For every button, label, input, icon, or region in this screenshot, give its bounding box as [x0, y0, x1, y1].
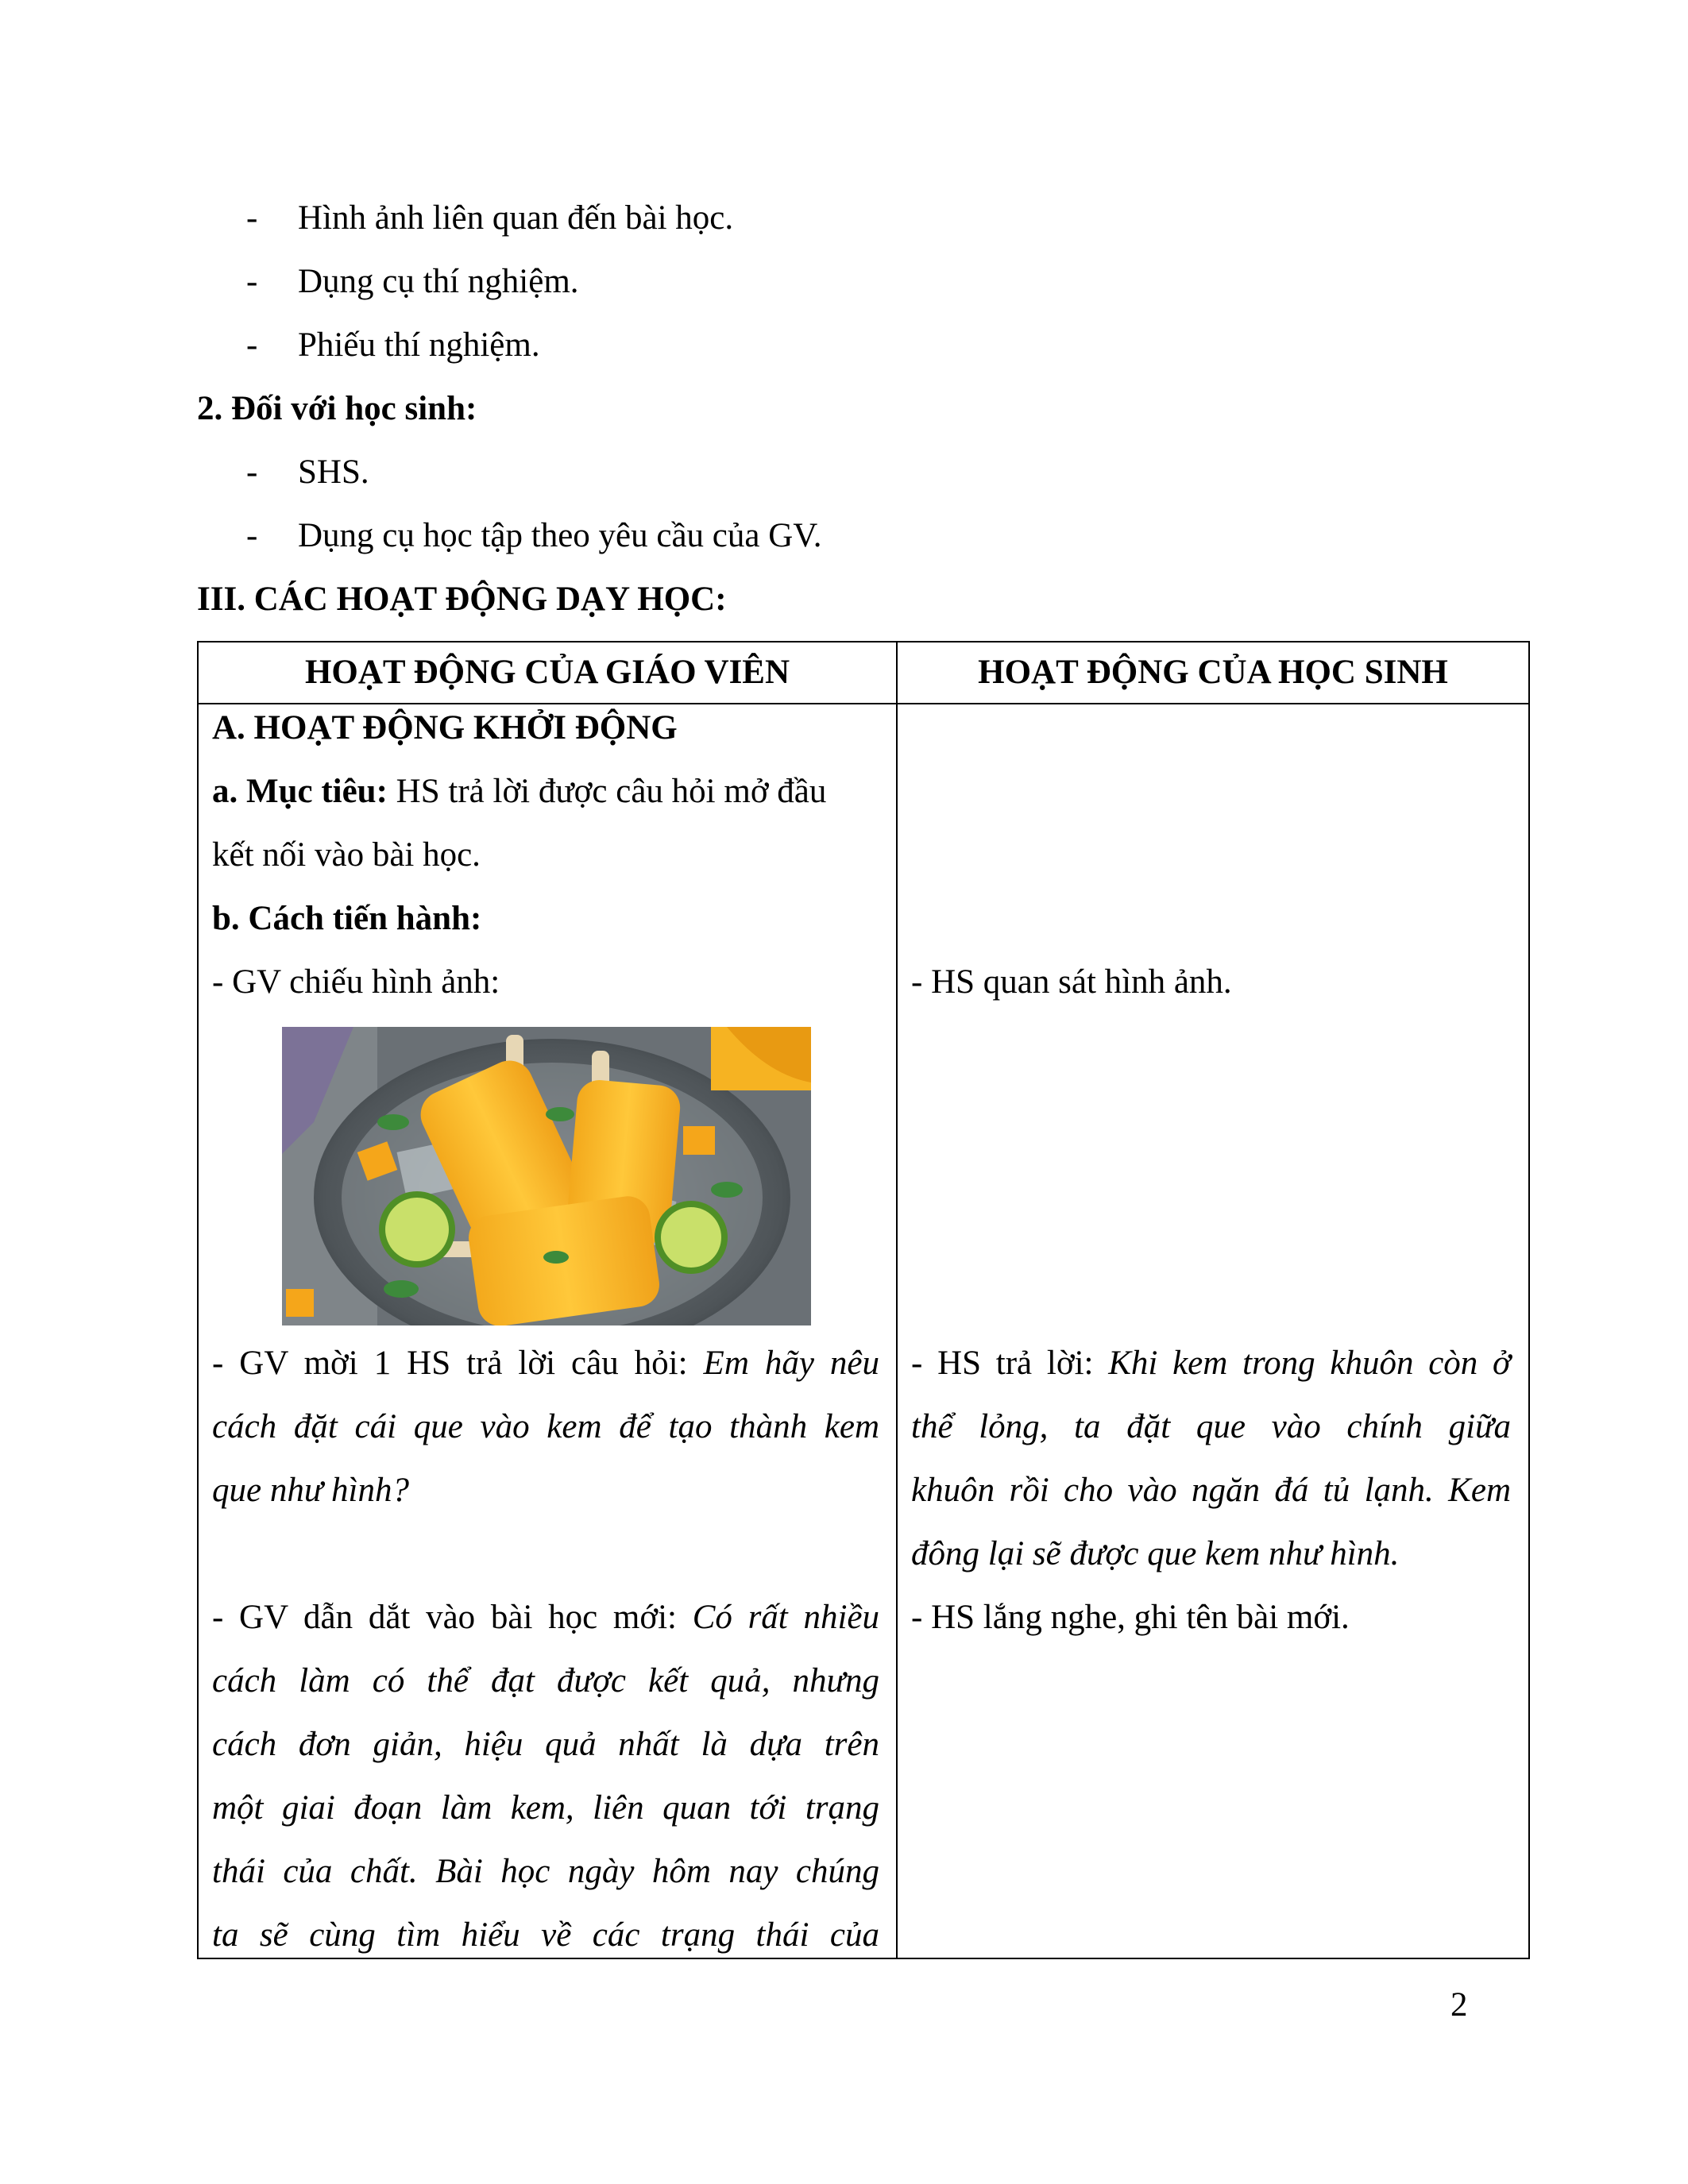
observe-text: - HS quan sát hình ảnh.	[911, 963, 1232, 1001]
lead-line-6	[212, 1912, 879, 1959]
bullet-text: Dụng cụ thí nghiệm.	[298, 263, 579, 300]
bullet-dash: -	[246, 453, 258, 491]
answer-line-2	[911, 1403, 1511, 1451]
student-cell	[897, 704, 1529, 1958]
ask-line-2	[212, 1403, 879, 1451]
lead-text-5: thái của chất. Bài học ngày hôm nay chúng	[212, 1853, 879, 1890]
mango-popsicle-photo	[282, 1027, 811, 1325]
col-header-student: HOẠT ĐỘNG CỦA HỌC SINH	[897, 642, 1529, 704]
bullet-dash: -	[246, 517, 258, 554]
method-label: b. Cách tiến hành:	[212, 900, 482, 937]
goal-label: a. Mục tiêu:	[212, 773, 388, 810]
col-header-teacher: HOẠT ĐỘNG CỦA GIÁO VIÊN	[198, 642, 897, 704]
table-row	[198, 704, 1529, 1958]
bullet-dash: -	[246, 326, 258, 364]
activity-title: A. HOẠT ĐỘNG KHỞI ĐỘNG	[212, 709, 678, 747]
lead-text-1: Có rất nhiều	[692, 1599, 879, 1636]
lead-line-5	[212, 1848, 879, 1896]
teacher-cell	[198, 704, 897, 1958]
lead-line-2	[212, 1657, 879, 1705]
section-heading: III. CÁC HOẠT ĐỘNG DẠY HỌC:	[197, 581, 727, 618]
answer-line-3	[911, 1467, 1511, 1515]
listen-text: - HS lắng nghe, ghi tên bài mới.	[911, 1599, 1350, 1636]
ask-prefix: - GV mời 1 HS trả lời câu hỏi:	[212, 1345, 704, 1382]
lead-line-1	[212, 1594, 879, 1642]
lead-text-4: một giai đoạn làm kem, liên quan tới trạng	[212, 1789, 879, 1827]
answer-prefix: - HS trả lời:	[911, 1345, 1109, 1382]
bullet-text: SHS.	[298, 453, 369, 491]
ask-question-1: Em hãy nêu	[703, 1345, 879, 1382]
answer-text-1: Khi kem trong khuôn còn ở	[1108, 1345, 1512, 1382]
lead-line-4	[212, 1785, 879, 1832]
ask-line-3	[212, 1467, 409, 1515]
show-image-text: - GV chiếu hình ảnh:	[212, 963, 500, 1001]
answer-text-2: thể lỏng, ta đặt que vào chính giữa	[911, 1408, 1511, 1445]
bullet-text: Hình ảnh liên quan đến bài học.	[298, 199, 734, 237]
lead-prefix: - GV dẫn dắt vào bài học mới:	[212, 1599, 693, 1636]
page-number: 2	[1450, 1986, 1468, 2024]
lead-text-6: ta sẽ cùng tìm hiểu về các trạng thái của	[212, 1916, 879, 1954]
lead-line-3	[212, 1721, 879, 1769]
bullet-text: Dụng cụ học tập theo yêu cầu của GV.	[298, 517, 822, 554]
lead-text-2: cách làm có thể đạt được kết quả, nhưng	[212, 1662, 879, 1700]
mango-popsicle-illustration	[282, 1027, 811, 1325]
activities-table	[197, 641, 1530, 1959]
answer-line-1	[911, 1340, 1511, 1387]
lead-text-3: cách đơn giản, hiệu quả nhất là dựa trên	[212, 1726, 879, 1763]
answer-text-3: khuôn rồi cho vào ngăn đá tủ lạnh. Kem	[911, 1472, 1511, 1509]
bullet-dash: -	[246, 199, 258, 237]
bullet-text: Phiếu thí nghiệm.	[298, 326, 540, 364]
goal-text: HS trả lời được câu hỏi mở đầu	[387, 773, 827, 810]
ask-question-2: cách đặt cái que vào kem để tạo thành kem	[212, 1408, 879, 1445]
ask-question-3: que như hình?	[212, 1472, 409, 1509]
goal-line	[212, 768, 826, 816]
ask-line-1	[212, 1340, 879, 1387]
answer-line-4	[911, 1530, 1399, 1578]
students-heading: 2. Đối với học sinh:	[197, 390, 477, 427]
answer-text-4: đông lại sẽ được que kem như hình.	[911, 1535, 1400, 1572]
goal-line-2: kết nối vào bài học.	[212, 836, 481, 874]
bullet-dash: -	[246, 263, 258, 300]
table-header-row	[198, 642, 1529, 704]
